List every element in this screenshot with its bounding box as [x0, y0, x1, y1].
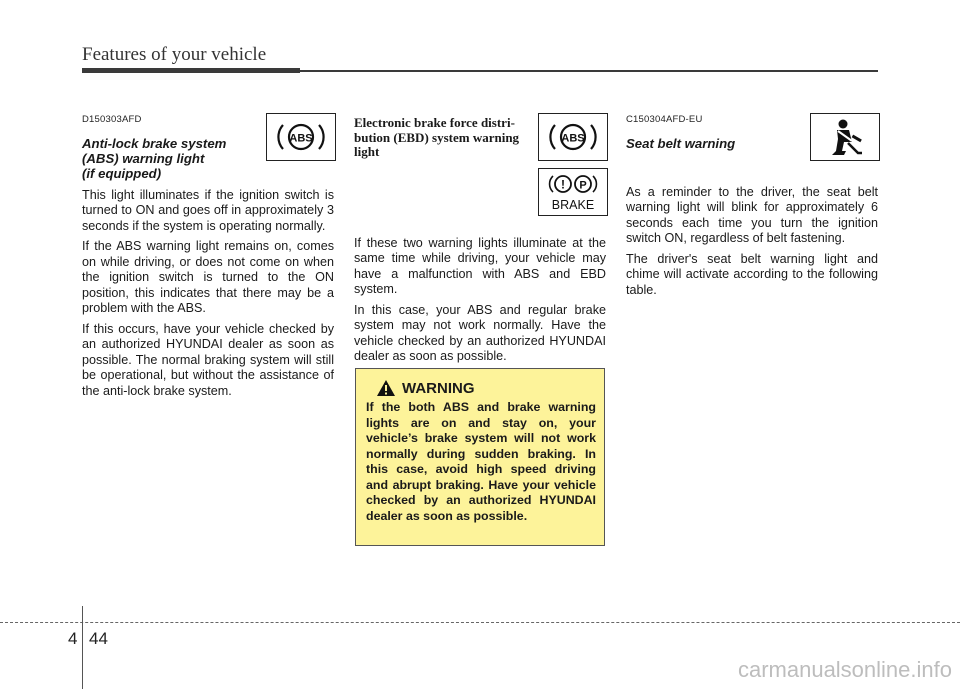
warning-body: If the both ABS and brake warning lights are on and stay on, your vehicle’s brake system will not work normally during sudden braking. In this case, avoid high speed driving and abrupt braking. Have your vehicle checked by an authorized HYUNDAI dealer as soon as possible. [366, 400, 596, 523]
chapter-number: 4 [68, 629, 78, 648]
svg-text:ABS: ABS [289, 132, 313, 145]
seat-belt-icon [810, 113, 880, 161]
paragraph: The driver's seat belt warning light and chime will activate according to the following table. [626, 251, 878, 297]
warning-title: WARNING [402, 379, 475, 397]
warning-box [355, 368, 605, 546]
page-number: 44 [89, 629, 108, 648]
section-code: D150303AFD [82, 114, 142, 125]
svg-text:BRAKE: BRAKE [551, 198, 595, 212]
watermark: carmanualsonline.info [737, 657, 952, 682]
abs-icon [538, 113, 608, 161]
paragraph: This light illuminates if the ignition switch is turned to ON and goes off in approximately 3 seconds if the system is operating normally. [82, 187, 334, 233]
paragraph: As a reminder to the driver, the seat belt warning light will blink for approximately 6 seconds each time you turn the ignition switch ON, regardless of belt fastening. [626, 184, 878, 245]
svg-text:P: P [579, 179, 587, 192]
svg-text:ABS: ABS [561, 132, 585, 145]
paragraph: In this case, your ABS and regular brake system may not work normally. Have the vehicle checked by an authorized HYUNDAI dealer as soon as possible. [354, 302, 606, 363]
footer-rule [0, 622, 960, 623]
paragraph: If these two warning lights illuminate at the same time while driving, your vehicle may have a malfunction with ABS and EBD system. [354, 235, 606, 296]
section-heading: Seat belt warning [626, 135, 736, 151]
paragraph: If the ABS warning light remains on, comes on while driving, or does not come on when the ignition switch is turned to the ON position, this indicates that there may be a problem with the ABS. [82, 239, 334, 315]
brake-icon [538, 168, 608, 216]
footer-divider [82, 606, 83, 689]
warning-triangle-icon [376, 379, 396, 397]
abs-icon [266, 113, 336, 161]
header-rule-thick [82, 68, 300, 73]
paragraph: If this occurs, have your vehicle checked by an authorized HYUNDAI dealer as soon as possible. The normal braking system will still be operational, but without the assistance of the anti-lock brake system. [82, 321, 334, 398]
page-header-title: Features of your vehicle [82, 44, 267, 65]
section-heading: Anti-lock brake system (ABS) warning light (if equipped) [82, 135, 227, 181]
section-heading: Electronic brake force distri- bution (EBD) system warning light [354, 115, 520, 159]
header-rule-thin [300, 70, 878, 72]
svg-text:!: ! [561, 177, 565, 192]
section-code: C150304AFD-EU [626, 114, 703, 125]
